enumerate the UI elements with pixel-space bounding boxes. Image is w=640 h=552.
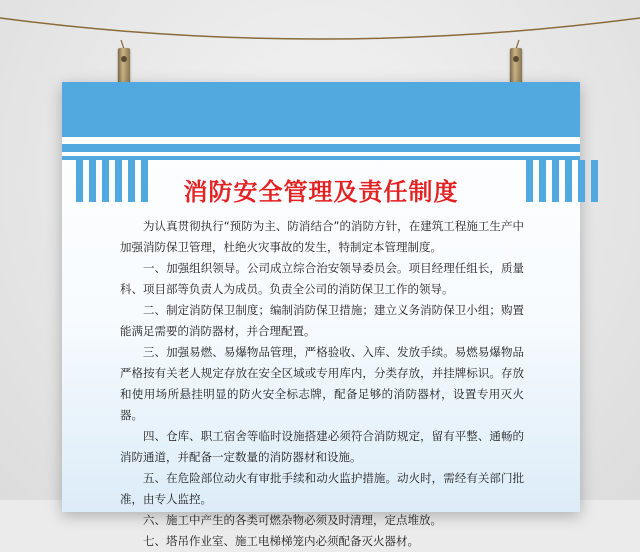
paragraph-intro: 为认真贯彻执行“预防为主、防消结合”的消防方针，在建筑工程施工生产中加强消防保卫管理，杜绝火灾事故的发生，特制定本管理制度。: [120, 219, 524, 254]
binder-clip-right: [510, 48, 522, 84]
paragraph-6: 六、施工中产生的各类可燃杂物必须及时清理，定点堆放。: [143, 513, 442, 527]
paragraph-1: 一、加强组织领导。公司成立综合治安领导委员会。项目经理任组长，质量科、项目部等负责人为成员。负责全公司的消防保卫工作的领导。: [120, 261, 524, 296]
paragraph-3: 三、加强易燃、易爆物品管理，严格验收、入库、发放手续。易燃易爆物品严格按有关老人规定存放在安全区域或专用库内，分类存放，并挂牌标识。存放和使用场所悬挂明显的防火安全标志牌，配备足够的消防器材，设置专用灭火器。: [120, 345, 524, 422]
paragraph-5: 五、在危险部位动火有审批手续和动火监护措施。动火时，需经有关部门批准，由专人监控。: [120, 471, 524, 506]
binder-clip-left: [118, 48, 130, 84]
paragraph-2: 二、制定消防保卫制度；编制消防保卫措施；建立义务消防保卫小组；购置能满足需要的消防器材，并合理配置。: [120, 303, 524, 338]
poster-header-band: [62, 82, 580, 137]
paragraph-4: 四、仓库、职工宿舍等临时设施搭建必须符合消防规定，留有平整、通畅的消防通道，并配备一定数量的消防器材和设施。: [120, 429, 524, 464]
paragraph-7: 七、塔吊作业室、施工电梯梯笼内必须配备灭火器材。: [143, 534, 419, 548]
poster-title: 消防安全管理及责任制度: [183, 178, 459, 206]
header-stripe: [62, 144, 580, 152]
poster: [62, 82, 580, 548]
poster-body: [120, 216, 524, 552]
